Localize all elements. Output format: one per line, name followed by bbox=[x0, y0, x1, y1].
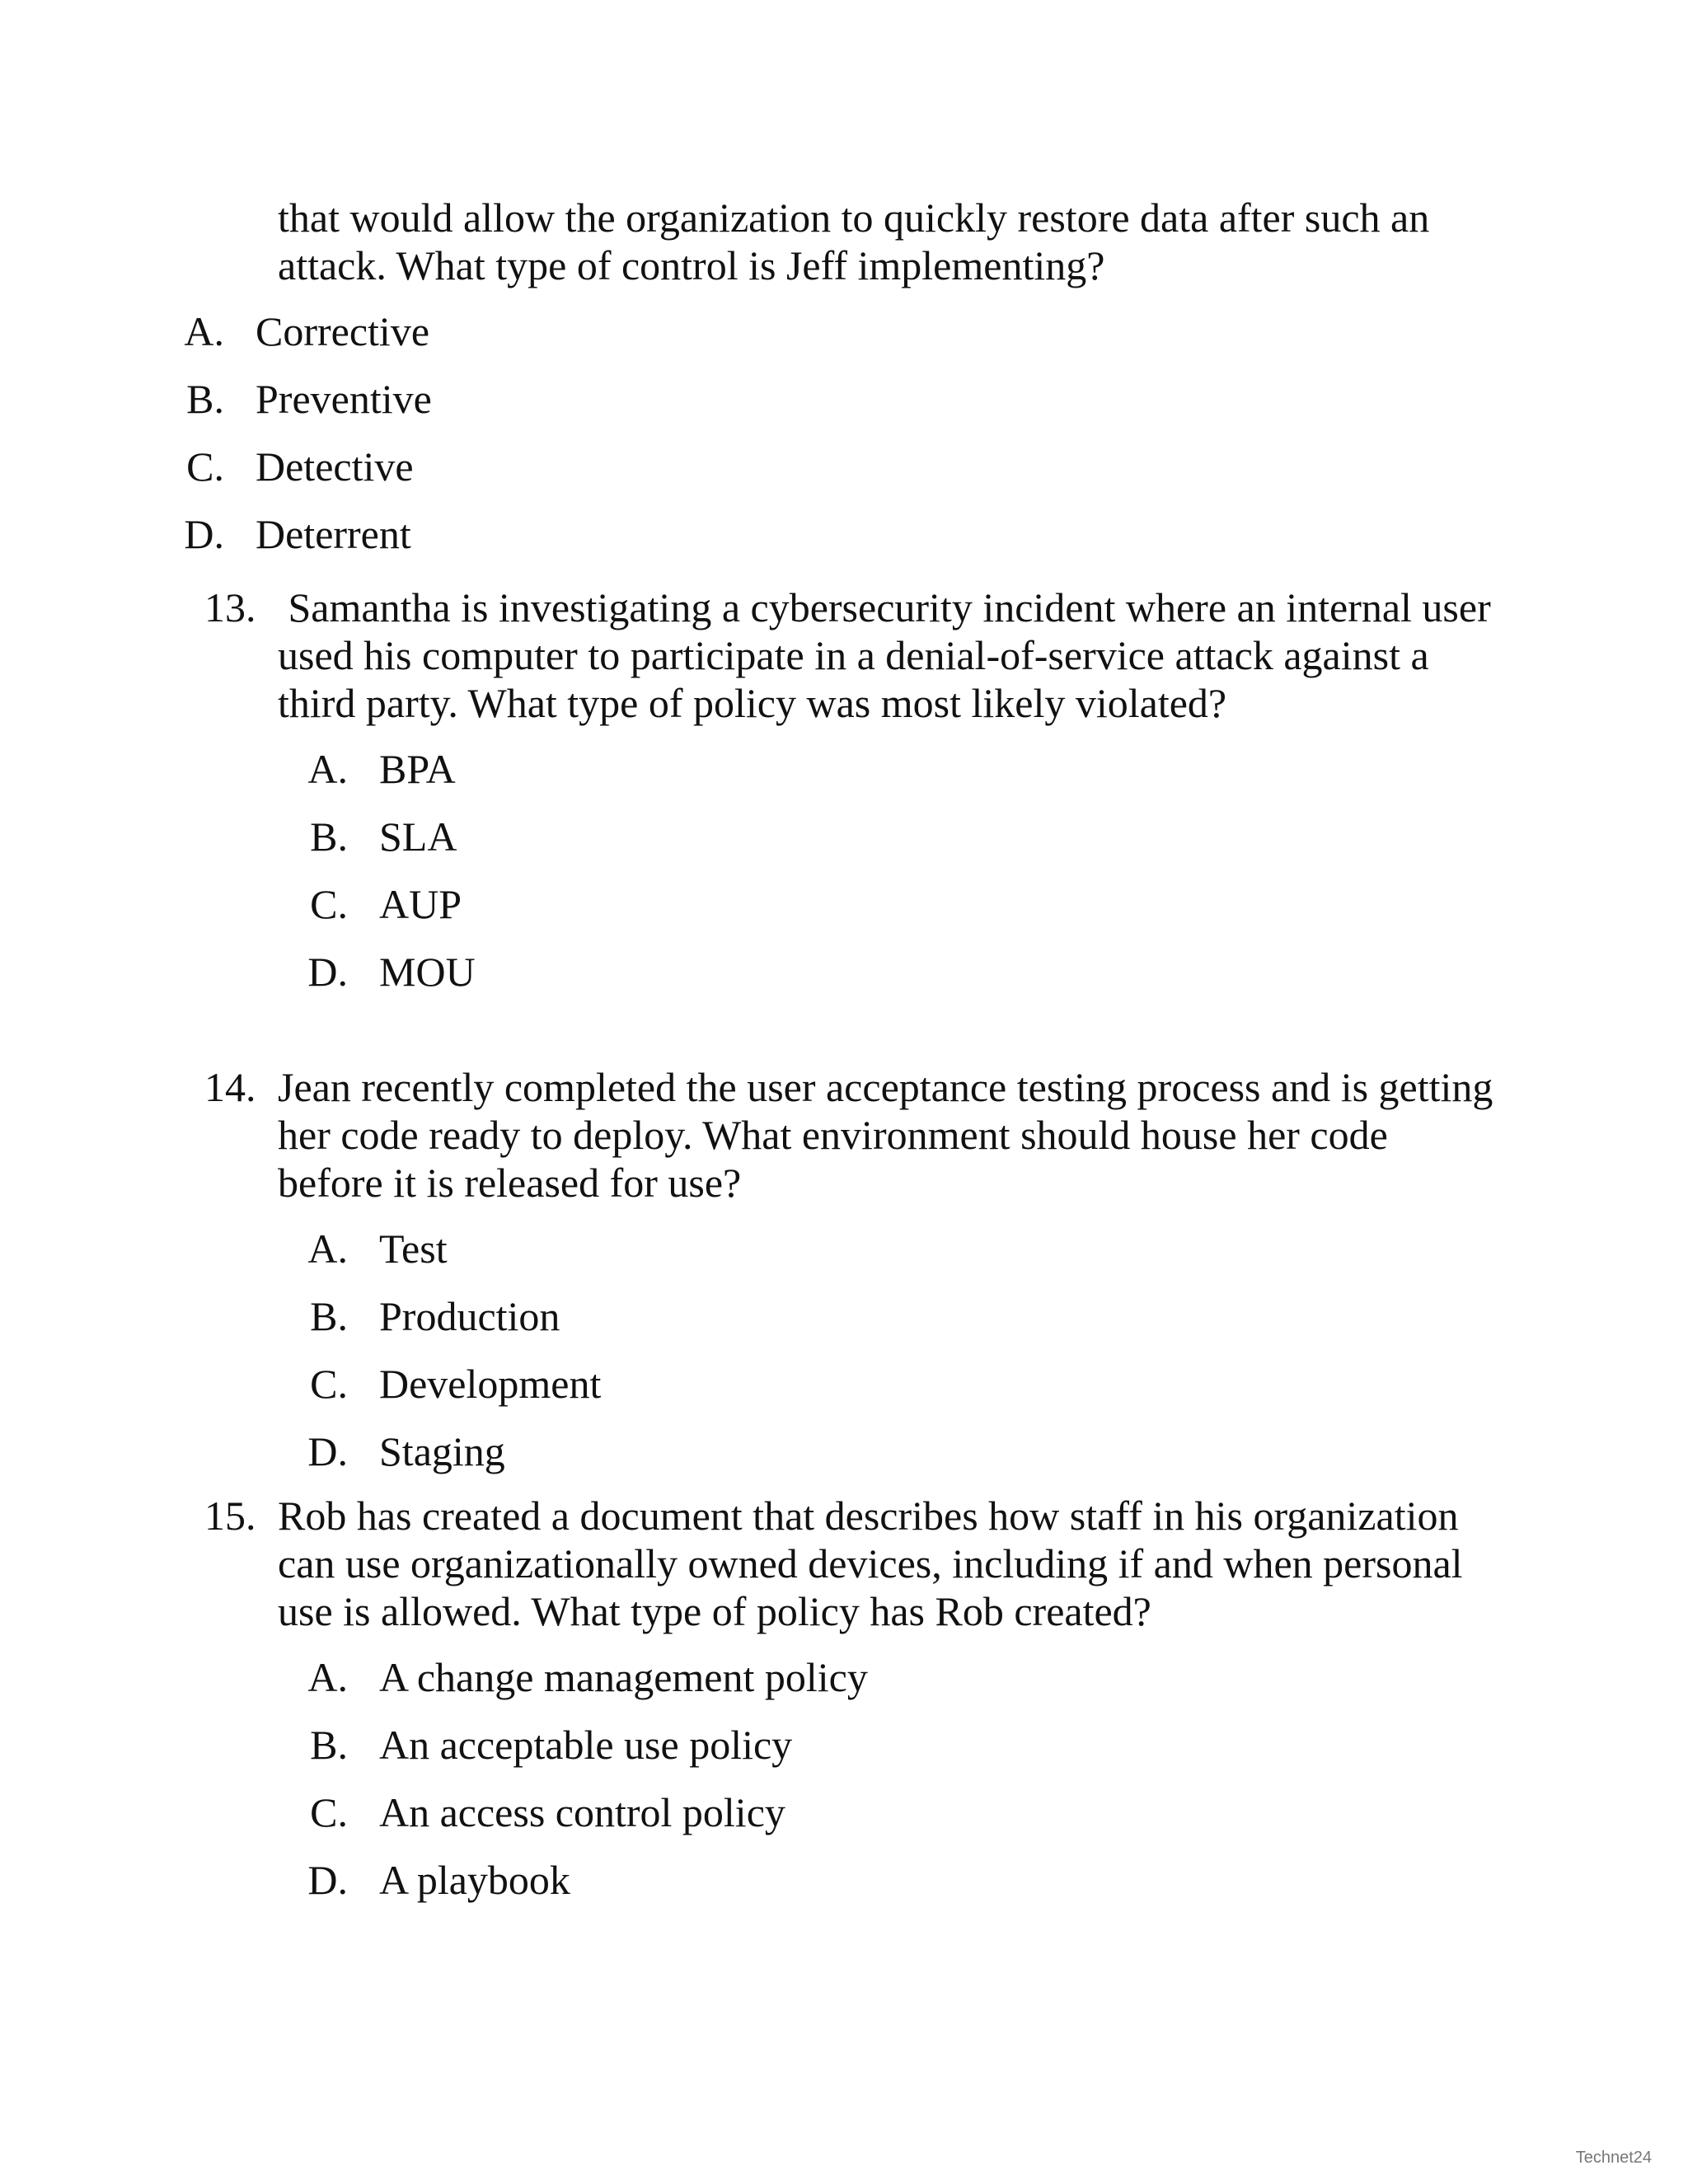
option-letter: A. bbox=[307, 746, 348, 792]
question-12-options bbox=[175, 289, 1498, 560]
option-text: AUP bbox=[379, 881, 462, 927]
option-item bbox=[298, 1703, 1498, 1770]
option-item bbox=[298, 1207, 1498, 1274]
option-letter: C. bbox=[186, 443, 224, 490]
option-letter: A. bbox=[307, 1226, 348, 1272]
question-number: 13. bbox=[204, 584, 256, 630]
option-text: An acceptable use policy bbox=[379, 1722, 793, 1768]
option-item bbox=[298, 1838, 1498, 1905]
question-14 bbox=[204, 1063, 1498, 1477]
option-letter: B. bbox=[186, 376, 224, 422]
option-letter: C. bbox=[310, 1789, 348, 1835]
option-letter: D. bbox=[307, 1857, 348, 1903]
option-item bbox=[298, 1274, 1498, 1342]
option-item bbox=[298, 1770, 1498, 1838]
option-text: Preventive bbox=[256, 376, 432, 422]
option-letter: D. bbox=[307, 949, 348, 995]
option-item bbox=[175, 424, 1498, 492]
question-number: 14. bbox=[204, 1064, 256, 1110]
watermark: Technet24 bbox=[1575, 2149, 1652, 2167]
option-text: An access control policy bbox=[379, 1789, 785, 1835]
option-item bbox=[298, 862, 1498, 930]
option-letter: D. bbox=[307, 1428, 348, 1474]
option-letter: B. bbox=[310, 1722, 348, 1768]
question-12-text: that would allow the organization to quickly restore data after such an attack. What type of control is Jeff implementing? bbox=[278, 194, 1430, 288]
option-item bbox=[298, 1342, 1498, 1409]
option-text: A change management policy bbox=[379, 1654, 868, 1700]
question-14-options bbox=[298, 1207, 1498, 1477]
option-text: Corrective bbox=[256, 308, 430, 354]
option-item bbox=[175, 492, 1498, 560]
option-item bbox=[298, 930, 1498, 997]
option-letter: B. bbox=[310, 813, 348, 860]
option-text: SLA bbox=[379, 813, 457, 860]
option-letter: C. bbox=[310, 1361, 348, 1407]
question-number: 15. bbox=[204, 1493, 256, 1539]
question-13 bbox=[204, 583, 1502, 997]
option-item bbox=[175, 357, 1498, 424]
option-text: BPA bbox=[379, 746, 456, 792]
option-text: MOU bbox=[379, 949, 476, 995]
option-letter: C. bbox=[310, 881, 348, 927]
option-text: A playbook bbox=[379, 1857, 570, 1903]
question-13-options bbox=[298, 727, 1498, 997]
question-text: Samantha is investigating a cybersecurity incident where an internal user used his computer to participate in a denial-of-service attack against a third party. What type of policy was most likely violated? bbox=[278, 584, 1502, 726]
question-text: Jean recently completed the user acceptance testing process and is getting her code ready to deploy. What environment should house her code before it is released for use? bbox=[278, 1064, 1493, 1206]
option-letter: B. bbox=[310, 1293, 348, 1339]
option-text: Deterrent bbox=[256, 511, 411, 557]
question-15-options bbox=[298, 1635, 1498, 1905]
option-item bbox=[175, 289, 1498, 357]
option-text: Detective bbox=[256, 443, 414, 490]
question-15 bbox=[204, 1492, 1498, 1905]
option-text: Staging bbox=[379, 1428, 505, 1474]
option-item bbox=[298, 794, 1498, 862]
option-text: Production bbox=[379, 1293, 560, 1339]
option-item bbox=[298, 1409, 1498, 1477]
option-letter: D. bbox=[184, 511, 224, 557]
option-text: Test bbox=[379, 1226, 448, 1272]
option-letter: A. bbox=[184, 308, 224, 354]
question-text: Rob has created a document that describes how staff in his organization can use organizationally owned devices, including if and when personal use is allowed. What type of policy has Rob created? bbox=[278, 1493, 1463, 1634]
option-text: Development bbox=[379, 1361, 602, 1407]
option-item bbox=[298, 1635, 1498, 1703]
question-12-continuation bbox=[184, 194, 1498, 560]
option-item bbox=[298, 727, 1498, 794]
option-letter: A. bbox=[307, 1654, 348, 1700]
